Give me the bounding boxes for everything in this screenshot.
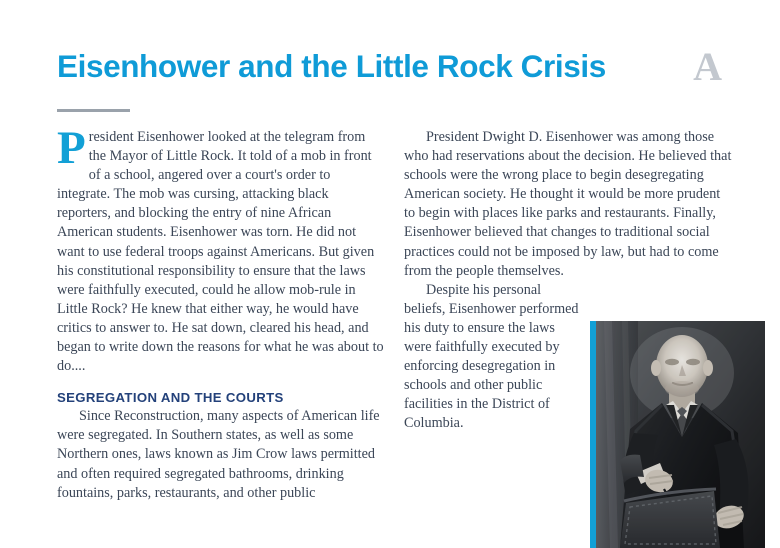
lead-paragraph-text: resident Eisenhower looked at the telegram from the Mayor of Little Rock. It told of a mob in front of a school, angered over a court's order to integrate. The mob was cursing, attacking black reporters, and blocking the entry of nine African American students. Eisenhower was torn. He did not want to use federal troops against Americans. But given his constitutional responsibility to ensure that the laws were faithfully executed, could he allow mob-rule in Little Rock? He knew that either way, he would have critics to answer to. He sat down, cleared his head, and began to write down the reasons for what he was about to do....	[57, 129, 384, 375]
page-header	[57, 46, 747, 96]
section-heading-segregation-and-the-courts: SEGREGATION AND THE COURTS	[57, 390, 284, 406]
lead-paragraph	[57, 122, 384, 376]
portrait-illustration	[596, 321, 765, 548]
photo-eisenhower-portrait	[596, 321, 765, 548]
section-corner-marker: A	[693, 44, 722, 89]
right-paragraph-2: Despite his personal beliefs, Eisenhower performed his duty to ensure the laws were faithfully executed by enforcing desegregation in schools and other public facilities in the District of Columbia.	[404, 281, 579, 432]
page-title: Eisenhower and the Little Rock Crisis	[57, 48, 606, 84]
column-left	[57, 122, 384, 503]
figure-eisenhower-portrait	[590, 321, 765, 548]
drop-cap-letter: P	[57, 122, 86, 174]
right-paragraph-1: President Dwight D. Eisenhower was among those who had reservations about the decision. He believed that schools were the wrong place to begin desegregating American society. He thought it would be more prudent to begin with places like parks and restaurants. Finally, Eisenhower believed that changes to traditional social practices could not be imposed by law, but had to come from the people themselves.	[404, 129, 732, 279]
left-paragraph-2: Since Reconstruction, many aspects of American life were segregated. In Southern states, as well as some Northern ones, laws known as Jim Crow laws permitted and often required segregated bathrooms, drinking fountains, parks, restaurants, and other public	[57, 408, 380, 501]
title-divider-rule	[57, 109, 130, 112]
